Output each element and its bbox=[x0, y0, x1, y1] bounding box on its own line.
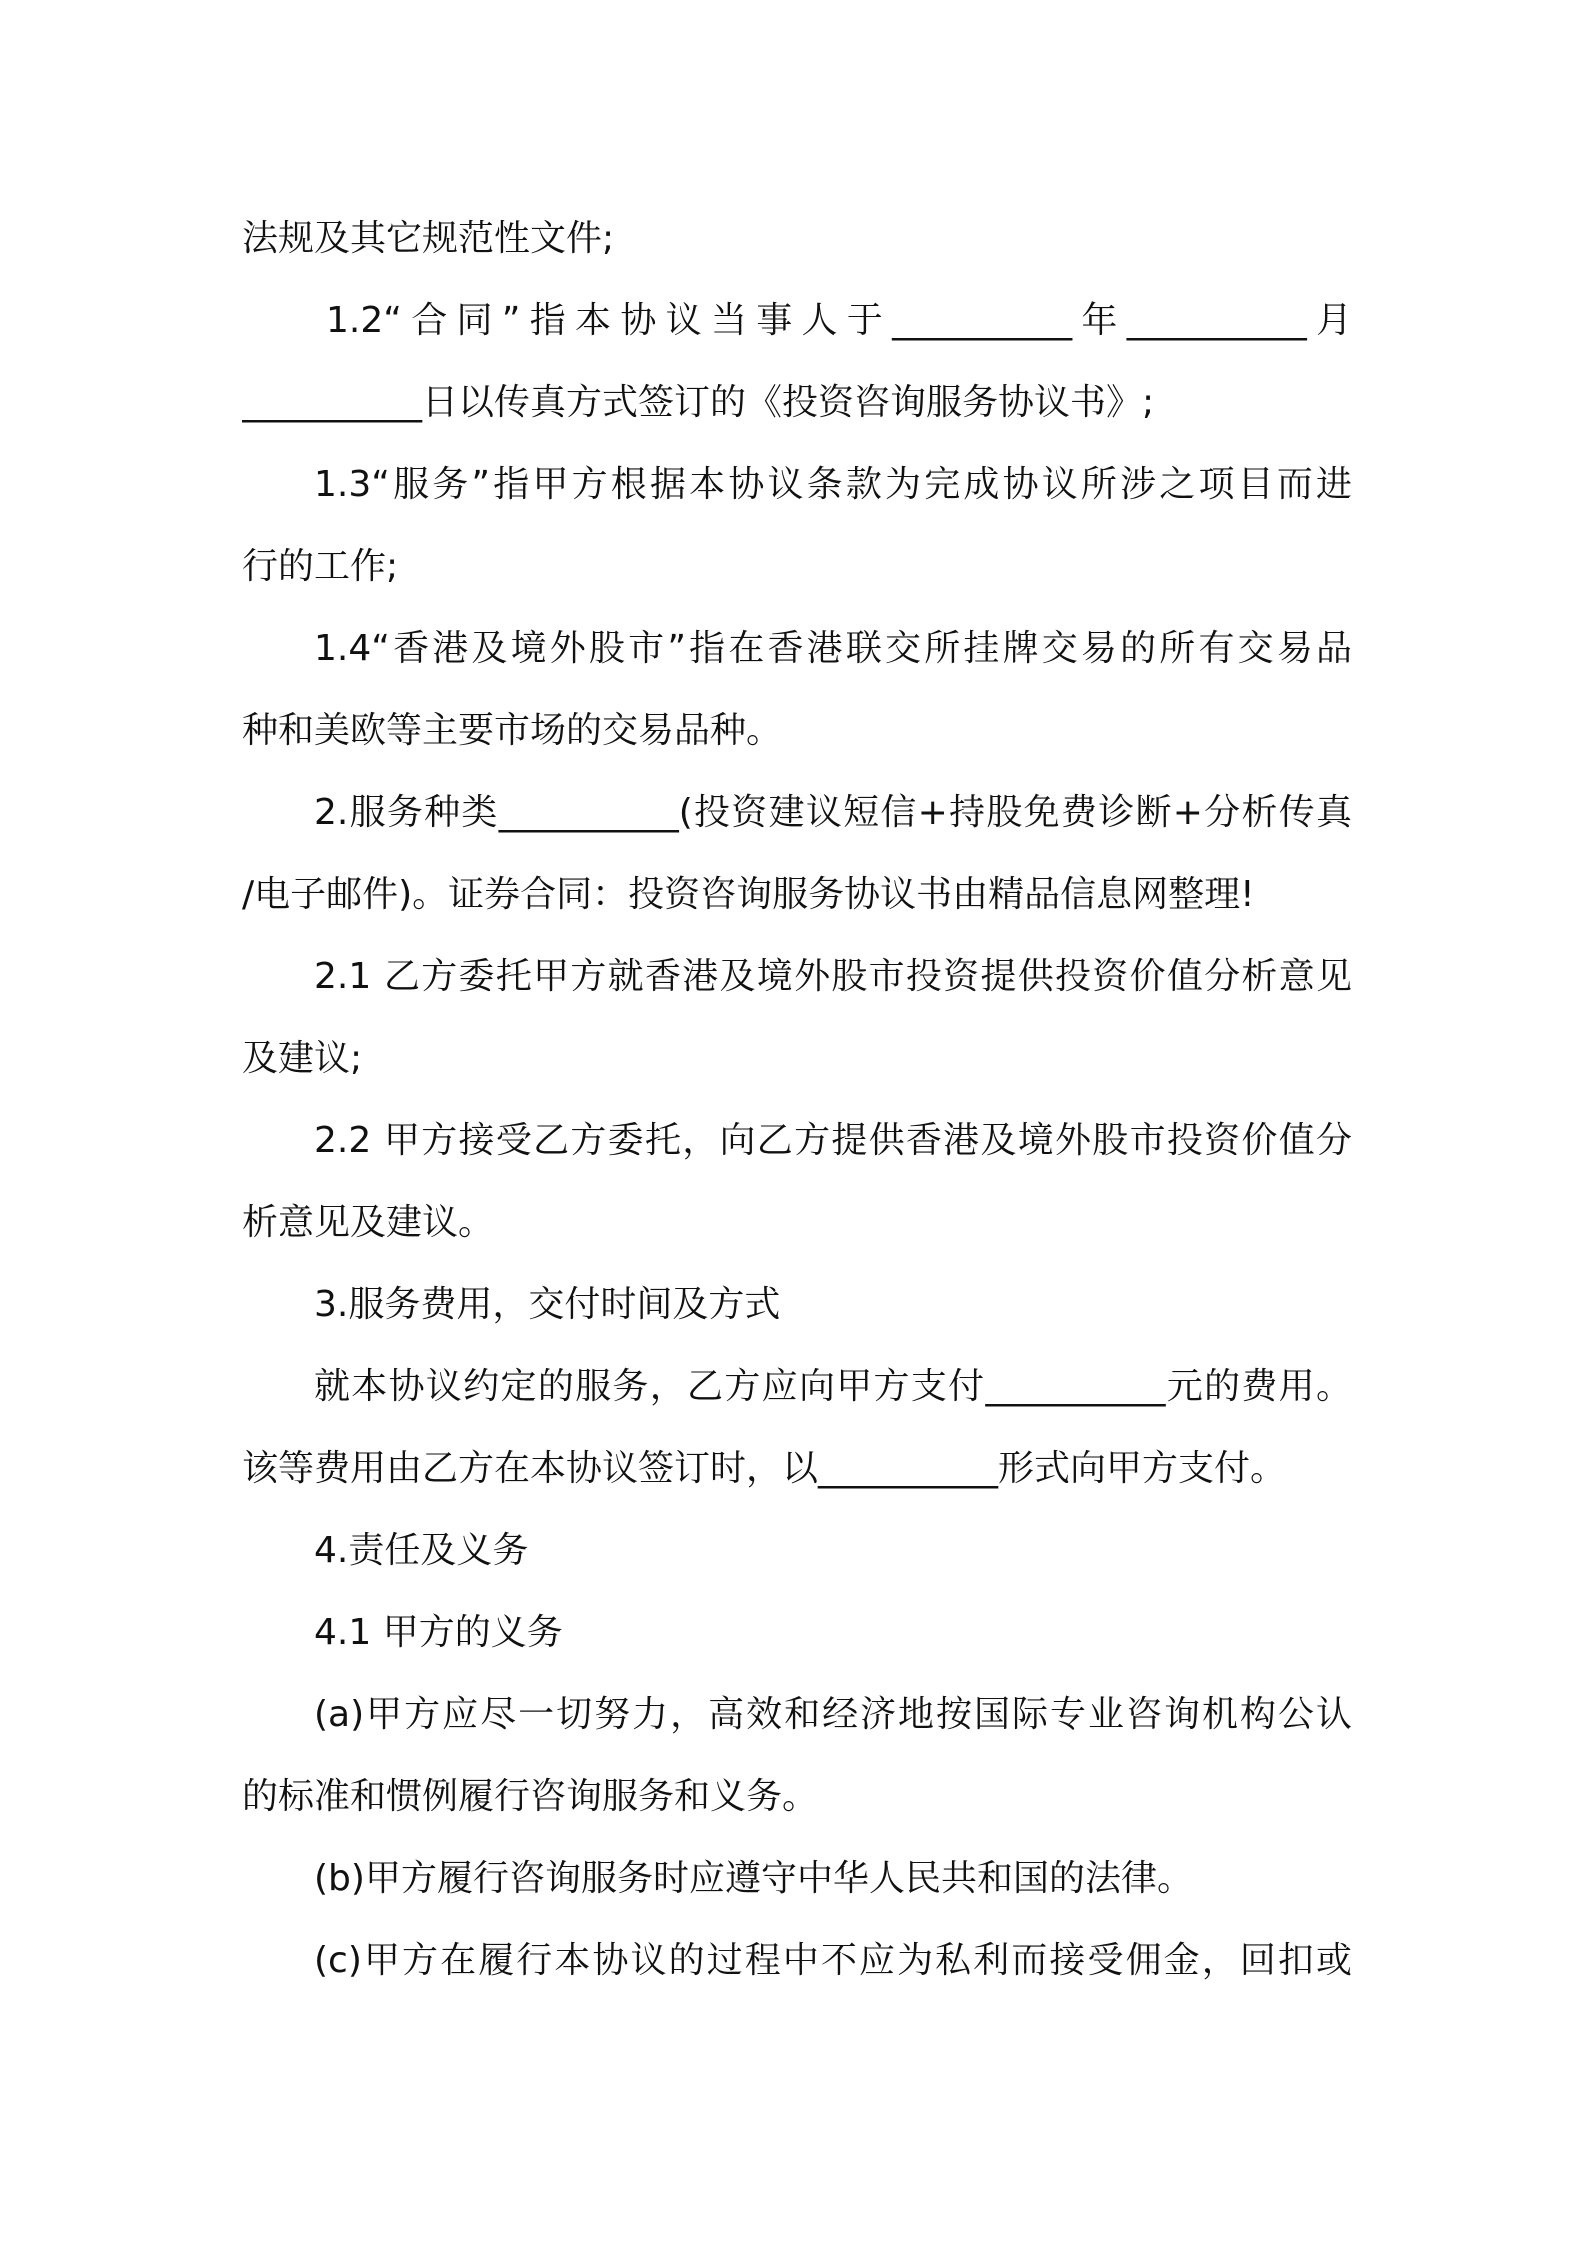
document-line: 2.1 乙方委托甲方就香港及境外股市投资提供投资价值分析意见 bbox=[314, 956, 1352, 997]
document-line: 析意见及建议。 bbox=[242, 1202, 495, 1243]
document-line: 法规及其它规范性文件; bbox=[242, 218, 615, 259]
document-line: __________日以传真方式签订的《投资咨询服务协议书》; bbox=[242, 382, 1155, 423]
document-line: 的标准和惯例履行咨询服务和义务。 bbox=[242, 1776, 819, 1817]
document-line: /电子邮件)。证券合同：投资咨询服务协议书由精品信息网整理! bbox=[242, 874, 1255, 915]
document-line: 及建议; bbox=[242, 1038, 363, 1079]
document-line: 1.4“香港及境外股市”指在香港联交所挂牌交易的所有交易品 bbox=[314, 628, 1352, 669]
document-line: 1.3“服务”指甲方根据本协议条款为完成协议所涉之项目而进 bbox=[314, 464, 1352, 505]
document-line: 4.责任及义务 bbox=[314, 1530, 529, 1571]
document-line: 2.服务种类__________(投资建议短信+持股免费诊断+分析传真 bbox=[314, 792, 1352, 833]
document-line: 3.服务费用，交付时间及方式 bbox=[314, 1284, 781, 1325]
document-line: 2.2 甲方接受乙方委托，向乙方提供香港及境外股市投资价值分 bbox=[314, 1120, 1352, 1161]
document-line: 就本协议约定的服务，乙方应向甲方支付__________元的费用。 bbox=[314, 1366, 1352, 1407]
document-line: 种和美欧等主要市场的交易品种。 bbox=[242, 710, 783, 751]
document-body bbox=[242, 198, 1352, 2002]
document-line: 1.2“合同”指本协议当事人于__________年__________月 bbox=[326, 300, 1352, 341]
document-line: 该等费用由乙方在本协议签订时，以__________形式向甲方支付。 bbox=[242, 1448, 1287, 1489]
document-line: 4.1 甲方的义务 bbox=[314, 1612, 563, 1653]
document-line: 行的工作; bbox=[242, 546, 399, 587]
document-line: (c)甲方在履行本协议的过程中不应为私利而接受佣金，回扣或 bbox=[314, 1940, 1352, 1981]
document-line: (a)甲方应尽一切努力，高效和经济地按国际专业咨询机构公认 bbox=[314, 1694, 1352, 1735]
document-line: (b)甲方履行咨询服务时应遵守中华人民共和国的法律。 bbox=[314, 1858, 1193, 1899]
